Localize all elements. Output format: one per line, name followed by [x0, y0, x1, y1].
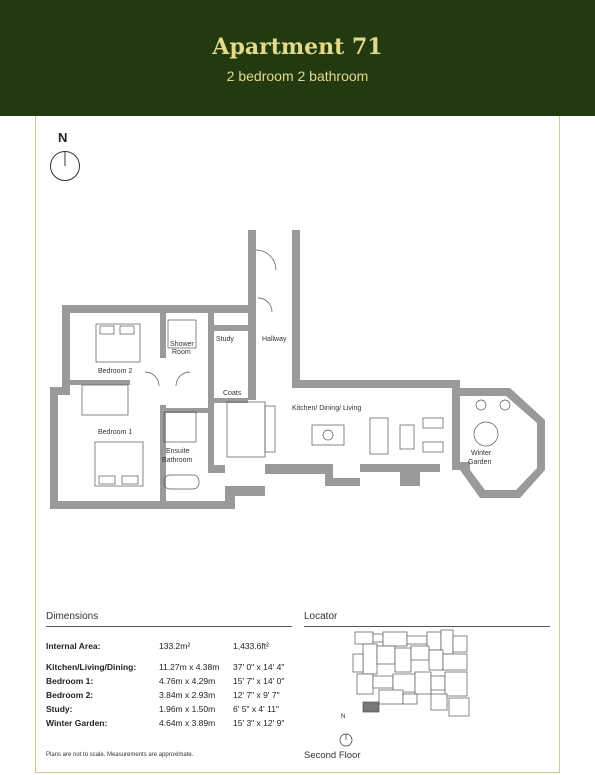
room-label-study: Study	[216, 336, 234, 343]
dimension-row	[46, 718, 296, 730]
locator-rule	[304, 626, 550, 627]
dimension-label: Study:	[46, 704, 73, 714]
dimensions-heading: Dimensions	[46, 611, 99, 622]
dimension-row	[46, 676, 296, 688]
dimension-imperial: 12' 7" x 9' 7"	[233, 690, 280, 700]
dimension-label: Kitchen/Living/Dining:	[46, 662, 137, 672]
page-title: Apartment 71	[212, 34, 383, 60]
dimension-metric: 11.27m x 4.38m	[159, 662, 220, 672]
dimension-row	[46, 690, 296, 702]
compass-icon	[49, 150, 81, 182]
dimension-imperial: 15' 3" x 12' 9"	[233, 718, 285, 728]
dimension-metric: 4.76m x 4.29m	[159, 676, 216, 686]
locator-compass-icon	[339, 721, 353, 749]
dimension-label: Bedroom 1:	[46, 676, 94, 686]
disclaimer-note: Plans are not to scale. Measurements are approximate.	[46, 752, 194, 758]
room-label-ensuite-2: Bathroom	[162, 457, 193, 464]
locator-compass-label: N	[341, 714, 346, 720]
dimension-label: Bedroom 2:	[46, 690, 94, 700]
locator-heading: Locator	[304, 611, 338, 622]
dimension-metric: 133.2m²	[159, 641, 191, 651]
page-subtitle: 2 bedroom 2 bathroom	[226, 68, 369, 84]
compass-label: N	[58, 130, 68, 145]
floor-label: Second Floor	[304, 750, 361, 761]
room-label-ensuite-1: Ensuite	[166, 448, 190, 455]
room-label-bedroom2: Bedroom 2	[98, 368, 133, 375]
dimension-label: Winter Garden:	[46, 718, 108, 728]
dimension-imperial: 15' 7" x 14' 0"	[233, 676, 285, 686]
room-label-coats: Coats	[223, 390, 242, 397]
dimension-imperial: 37' 0" x 14' 4"	[233, 662, 285, 672]
room-label-winter-2: Garden	[468, 459, 492, 466]
dimension-row	[46, 641, 296, 653]
dimensions-rule	[46, 626, 292, 627]
dimension-row	[46, 704, 296, 716]
room-label-shower-2: Room	[172, 349, 191, 356]
locator-highlight	[363, 702, 379, 712]
dimension-imperial: 6' 5" x 4' 11"	[233, 704, 279, 714]
room-label-shower-1: Shower	[170, 341, 194, 348]
dimension-row	[46, 662, 296, 674]
dimension-label: Internal Area:	[46, 641, 101, 651]
room-label-winter-1: Winter	[471, 450, 492, 457]
dimension-imperial: 1,433.6ft²	[233, 641, 269, 651]
room-label-hallway: Hallway	[262, 336, 287, 343]
dimension-metric: 4.64m x 3.89m	[159, 718, 216, 728]
dimension-metric: 3.84m x 2.93m	[159, 690, 216, 700]
floor-plan	[40, 220, 555, 515]
locator-map	[345, 628, 480, 723]
room-label-bedroom1: Bedroom 1	[98, 429, 133, 436]
dimension-metric: 1.96m x 1.50m	[159, 704, 216, 714]
room-label-kitchen: Kitchen/ Dining/ Living	[292, 405, 362, 412]
